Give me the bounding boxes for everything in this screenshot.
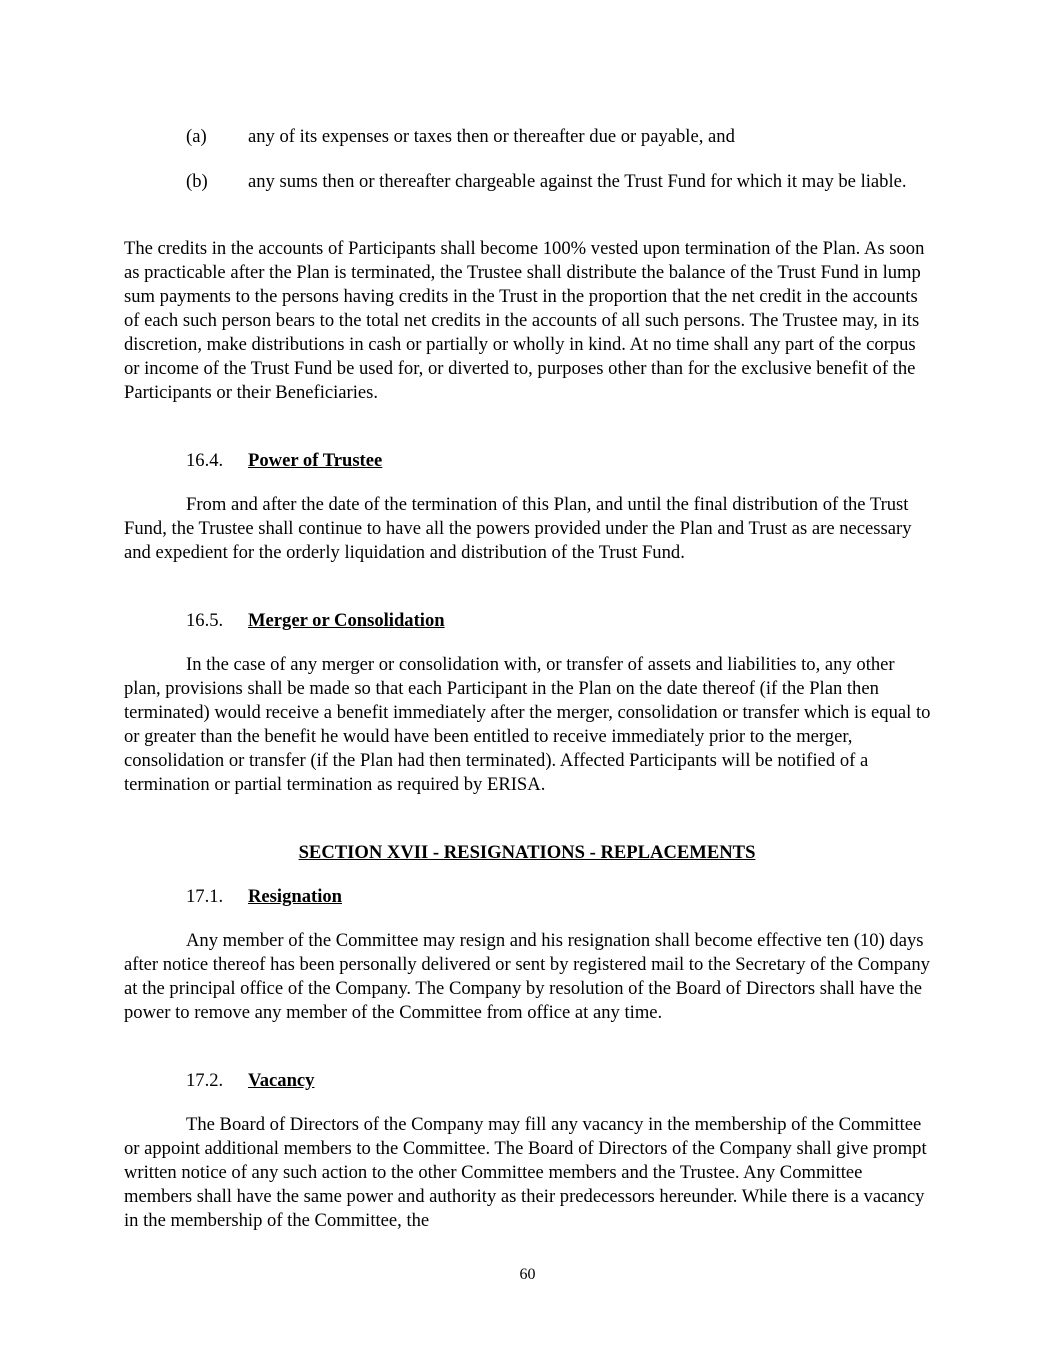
- list-item-text: any of its expenses or taxes then or thereafter due or payable, and: [248, 126, 735, 147]
- paragraph-vacancy: The Board of Directors of the Company may fill any vacancy in the membership of the Committee or appoint additional members to the Committee. The Board of Directors of the Company shall give prompt written notice of any such action to the other Committee members and the Trustee. Any Committee members shall have the same power and authority as their predecessors hereunder. While there is a vacancy in the membership of the Committee, the: [124, 1114, 927, 1231]
- paragraph-power-of-trustee: From and after the date of the termination of this Plan, and until the final distribution of the Trust Fund, the Trustee shall continue to have all the powers provided under the Plan and Trust as are necessary and expedient for the orderly liquidation and distribution of the Trust Fund.: [124, 494, 912, 563]
- list-item-b: [186, 170, 934, 194]
- page-number: 60: [519, 1266, 536, 1283]
- list-item-a: [186, 125, 934, 149]
- list-marker: (a): [186, 126, 207, 147]
- list-item-text: any sums then or thereafter chargeable against the Trust Fund for which it may be liable.: [248, 171, 907, 192]
- heading-17-1: [186, 885, 342, 909]
- heading-16-4: [186, 449, 382, 473]
- paragraph-resignation: Any member of the Committee may resign and his resignation shall become effective ten (10) days after notice thereof has been personally delivered or sent by registered mail to the Secretary of the Company at the principal office of the Company. The Company by resolution of the Board of Directors shall have the power to remove any member of the Committee from office at any time.: [124, 930, 930, 1023]
- list-marker: (b): [186, 171, 208, 192]
- heading-17-2: [186, 1069, 314, 1093]
- paragraph-termination-credits: The credits in the accounts of Participants shall become 100% vested upon termination of the Plan. As soon as practicable after the Plan is terminated, the Trustee shall distribute the balance of the Trust Fund in lump sum payments to the persons having credits in the Trust in the proportion that the net credit in the accounts of each such person bears to the total net credits in the accounts of all such persons. The Trustee may, in its discretion, make distributions in cash or partially or wholly in kind. At no time shall any part of the corpus or income of the Trust Fund be used for, or diverted to, purposes other than for the exclusive benefit of the Participants or their Beneficiaries.: [124, 238, 925, 403]
- heading-16-5: [186, 609, 445, 633]
- heading-number: 17.2.: [186, 1070, 224, 1091]
- section-heading-xvii: SECTION XVII - RESIGNATIONS - REPLACEMENTS: [298, 842, 756, 863]
- paragraph-merger: In the case of any merger or consolidation with, or transfer of assets and liabilities to, any other plan, provisions shall be made so that each Participant in the Plan on the date thereof (if the Plan then terminated) would receive a benefit immediately after the merger, consolidation or transfer which is equal to or greater than the benefit he would have been entitled to receive immediately prior to the merger, consolidation or transfer (if the Plan had then terminated). Affected Participants will be notified of a termination or partial termination as required by ERISA.: [124, 654, 931, 795]
- heading-title: Power of Trustee: [248, 450, 383, 471]
- heading-title: Vacancy: [248, 1070, 315, 1091]
- heading-title: Merger or Consolidation: [248, 610, 445, 631]
- heading-number: 16.5.: [186, 610, 224, 631]
- heading-title: Resignation: [248, 886, 343, 907]
- heading-number: 16.4.: [186, 450, 224, 471]
- heading-number: 17.1.: [186, 886, 224, 907]
